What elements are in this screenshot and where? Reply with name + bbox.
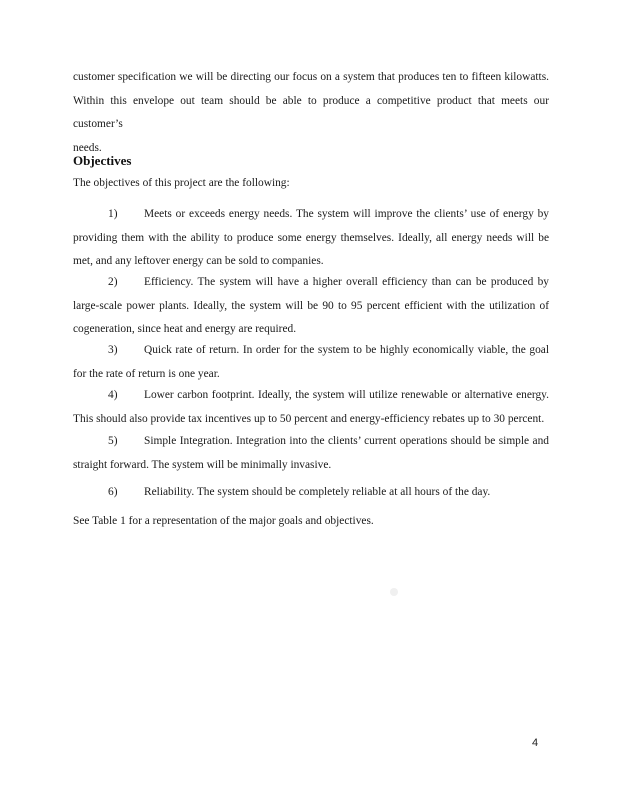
item-text: Simple Integration. Integration into the clients’ current operations should be simple and straight forward. The system will be minimally invasive. [73,435,549,471]
objective-item-5 [73,430,549,477]
closing-text: See Table 1 for a representation of the major goals and objectives. [73,515,374,527]
objective-item-3 [73,339,549,386]
list-item [73,339,549,386]
objective-item-4 [73,384,549,431]
item-text: Meets or exceeds energy needs. The system will improve the clients’ use of energy by providing them with the ability to produce some energy themselves. Ideally, all energy needs will be met, and any leftover energy can be sold to companies. [73,208,549,268]
objective-item-2 [73,271,549,342]
list-item [73,203,549,274]
intro-line-3: needs. [73,141,102,154]
intro-line-2: Within this envelope out team should be able to produce a competitive product that meets our customer’s [73,94,549,131]
section-heading-objectives: Objectives [73,153,132,168]
item-number: 6) [108,486,118,498]
objectives-lead [73,172,549,196]
objectives-lead-text: The objectives of this project are the following: [73,177,290,189]
objective-item-1 [73,203,549,274]
item-text: Quick rate of return. In order for the system to be highly economically viable, the goal for the rate of return is one year. [73,344,549,380]
item-number: 3) [108,344,118,356]
closing-paragraph [73,510,549,534]
page-number: 4 [532,737,539,749]
item-number: 2) [108,276,118,288]
item-number: 5) [108,435,118,447]
item-text: Efficiency. The system will have a higher overall efficiency than can be produced by large-scale power plants. Ideally, the system will be 90 to 95 percent efficient with the utilization of cogeneration, since heat and energy are required. [73,276,549,336]
item-number: 1) [108,208,118,220]
intro-paragraph [73,66,549,160]
item-text: Lower carbon footprint. Ideally, the system will utilize renewable or alternative energy. This should also provide tax incentives up to 50 percent and energy-efficiency rebates up to 30 percent. [73,389,549,425]
item-number: 4) [108,389,118,401]
intro-line-1: customer specification we will be directing our focus on a system that produces ten to fifteen kilowatts. [73,71,549,83]
objective-item-6 [73,481,549,505]
scan-speck [390,588,398,596]
list-item [73,430,549,477]
list-item [73,384,549,431]
item-text: Reliability. The system should be completely reliable at all hours of the day. [144,486,491,498]
list-item [73,271,549,342]
list-item [73,481,549,505]
